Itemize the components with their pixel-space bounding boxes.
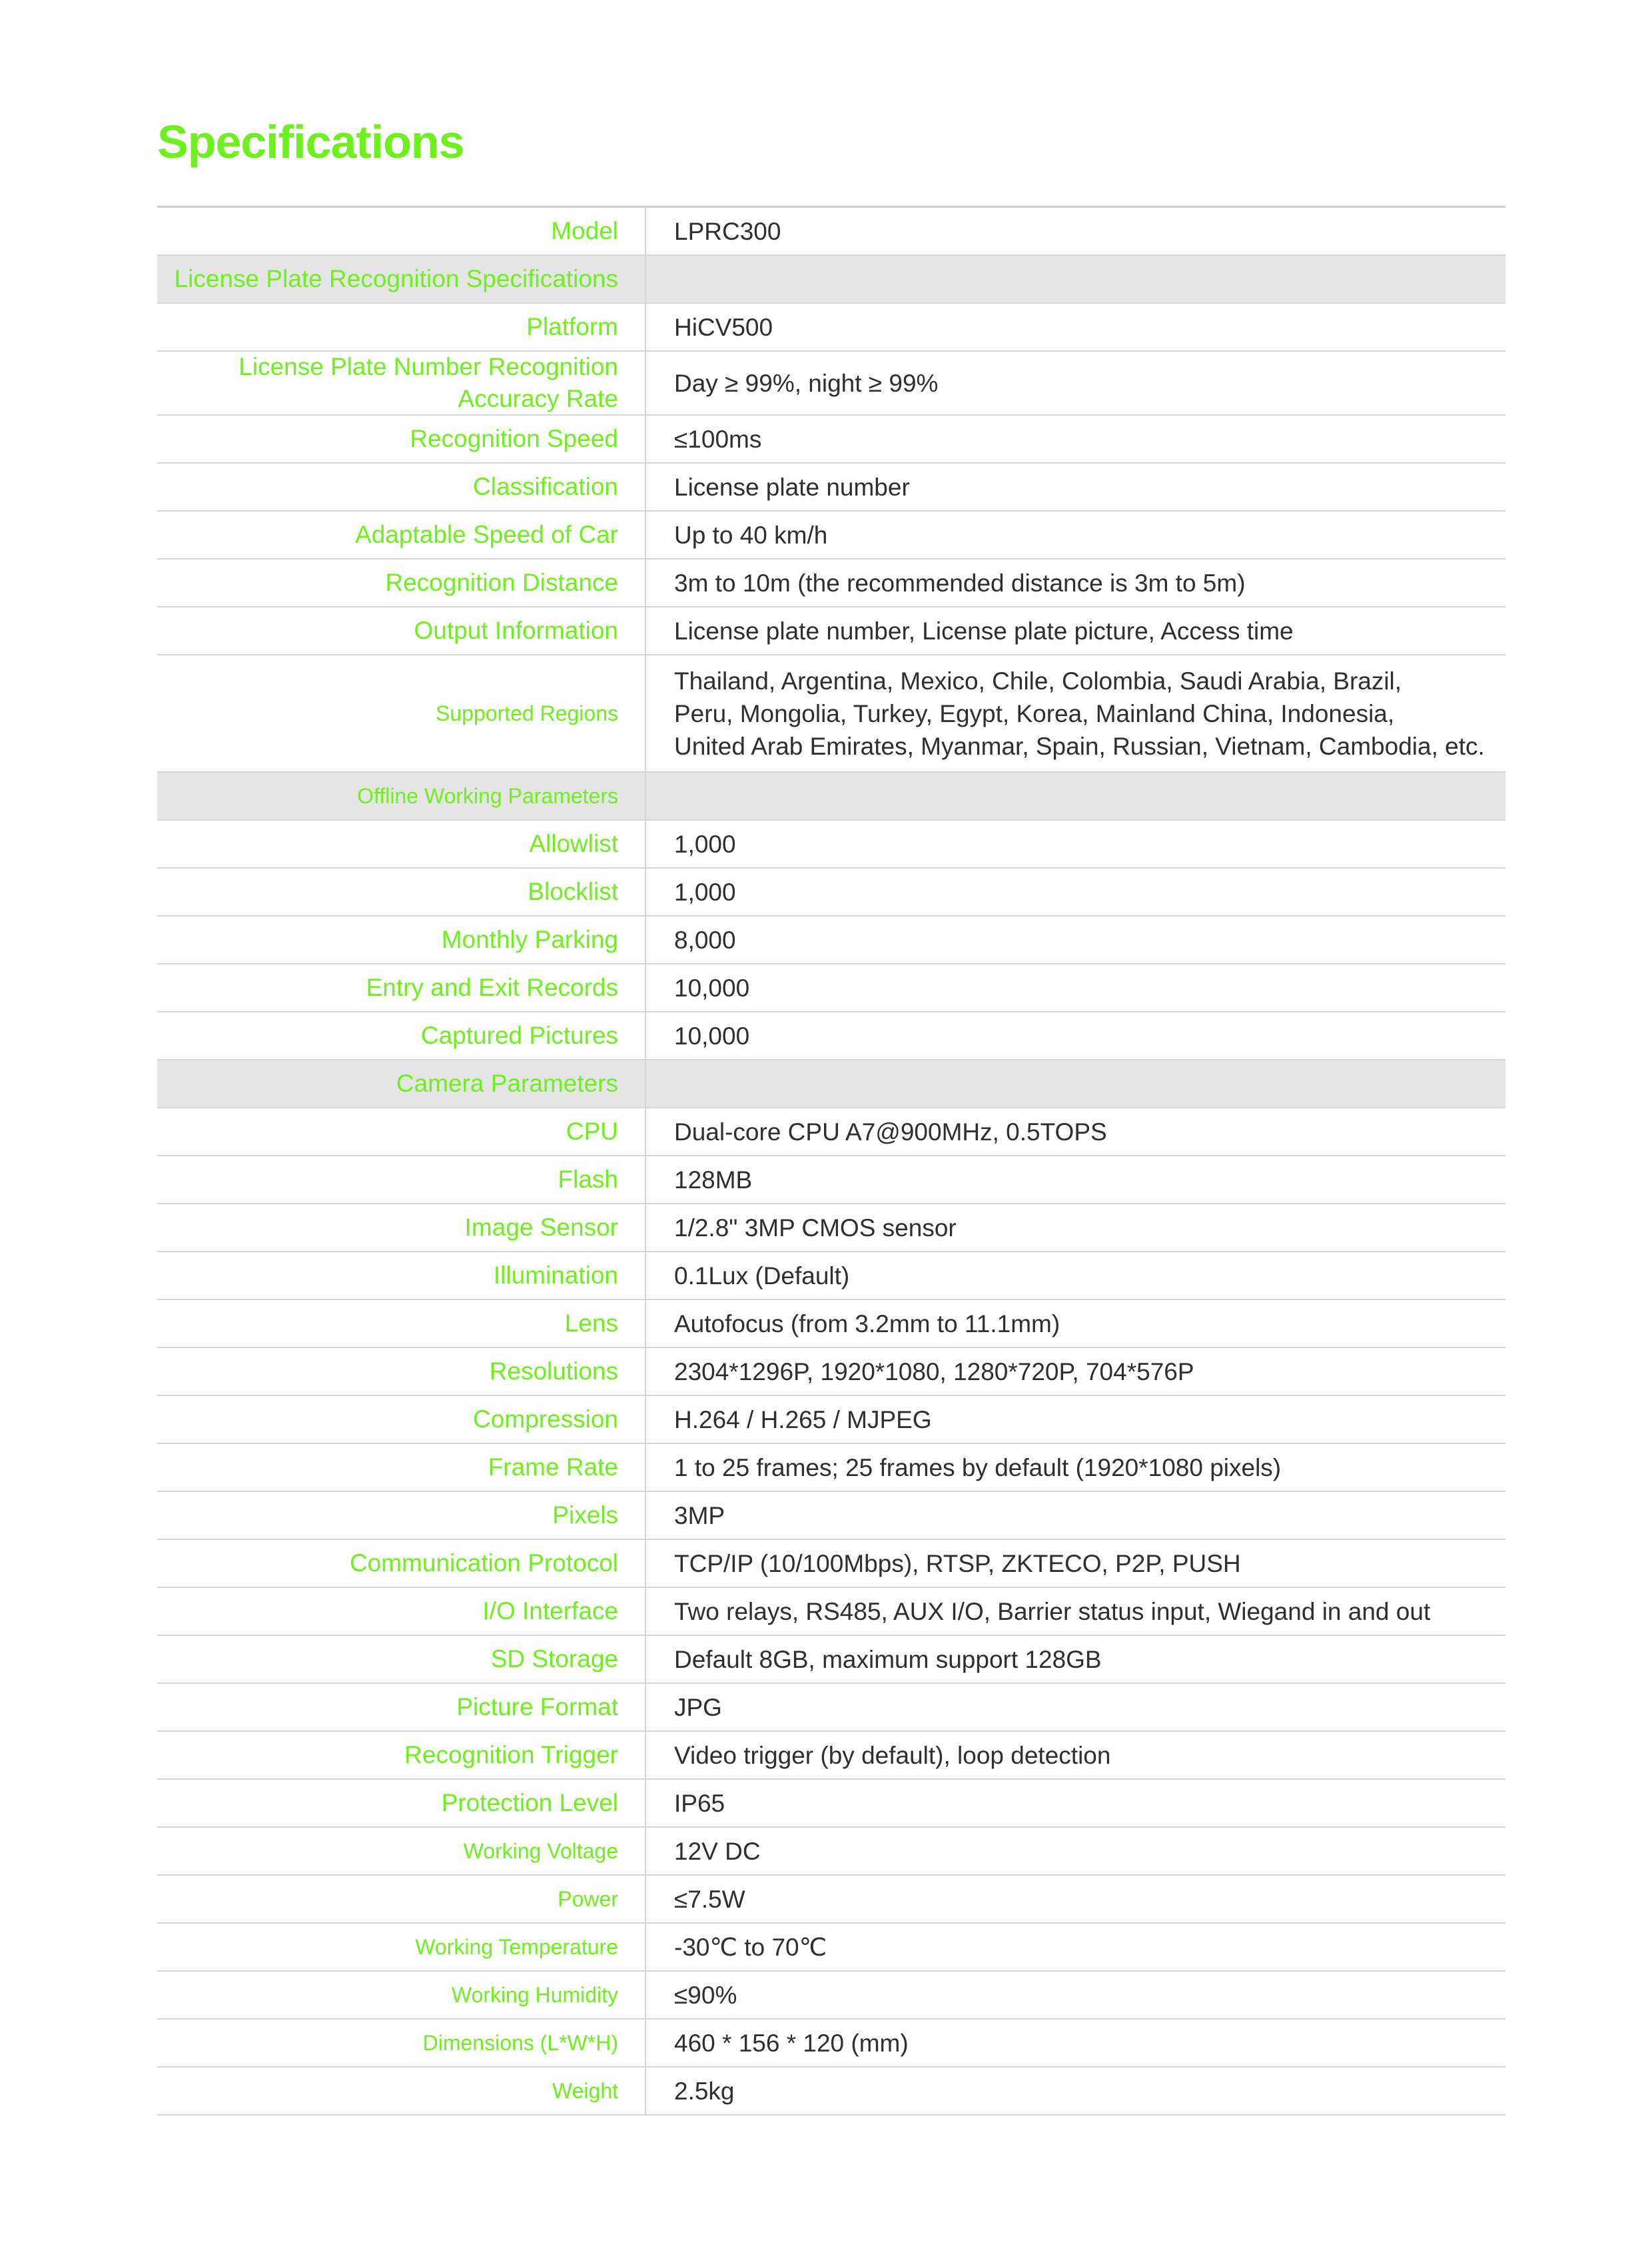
spec-value: HiCV500 — [674, 313, 773, 341]
spec-label: Communication Protocol — [157, 1540, 646, 1587]
page-title: Specifications — [157, 116, 464, 168]
spec-value: Dual-core CPU A7@900MHz, 0.5TOPS — [674, 1118, 1107, 1146]
spec-value: 1,000 — [674, 830, 736, 858]
spec-label: Image Sensor — [157, 1204, 646, 1251]
spec-value: 128MB — [674, 1166, 753, 1194]
spec-row — [157, 869, 1505, 917]
spec-label: I/O Interface — [157, 1588, 646, 1635]
spec-value: TCP/IP (10/100Mbps), RTSP, ZKTECO, P2P, PUSH — [674, 1549, 1241, 1577]
spec-label: Compression — [157, 1396, 646, 1443]
spec-row — [157, 416, 1505, 464]
spec-label: Protection Level — [157, 1780, 646, 1826]
spec-value: License plate number — [674, 473, 910, 501]
spec-value: License plate number, License plate picture, Access time — [674, 617, 1294, 645]
section-header-row — [157, 1060, 1505, 1108]
spec-label: Lens — [157, 1300, 646, 1347]
spec-label: Dimensions (L*W*H) — [157, 2020, 646, 2066]
spec-row — [157, 208, 1505, 256]
section-header-row — [157, 773, 1505, 821]
spec-row — [157, 2020, 1505, 2067]
spec-row — [157, 1540, 1505, 1588]
spec-row — [157, 1156, 1505, 1204]
spec-value: Two relays, RS485, AUX I/O, Barrier status input, Wiegand in and out — [674, 1597, 1431, 1625]
spec-label: Output Information — [157, 607, 646, 654]
spec-label: Working Temperature — [157, 1924, 646, 1970]
spec-value: 0.1Lux (Default) — [674, 1262, 850, 1290]
spec-label: Supported Regions — [157, 655, 646, 771]
spec-label: Captured Pictures — [157, 1012, 646, 1059]
spec-value: 10,000 — [674, 974, 750, 1002]
spec-label: Power — [157, 1876, 646, 1922]
spec-value: ≤100ms — [674, 425, 762, 453]
spec-row — [157, 1396, 1505, 1444]
spec-row — [157, 1972, 1505, 2020]
spec-value: H.264 / H.265 / MJPEG — [674, 1405, 932, 1433]
spec-label: Working Voltage — [157, 1828, 646, 1874]
spec-row — [157, 1636, 1505, 1684]
spec-label: Adaptable Speed of Car — [157, 512, 646, 558]
spec-value: Autofocus (from 3.2mm to 11.1mm) — [674, 1309, 1060, 1337]
spec-label: SD Storage — [157, 1636, 646, 1682]
spec-label: Pixels — [157, 1492, 646, 1539]
spec-value — [646, 256, 1505, 302]
spec-value — [646, 773, 1505, 819]
spec-value: 2.5kg — [674, 2077, 735, 2105]
spec-row — [157, 1492, 1505, 1540]
spec-label: Picture Format — [157, 1684, 646, 1730]
section-title: Offline Working Parameters — [157, 773, 646, 819]
spec-row — [157, 655, 1505, 773]
spec-label: Illumination — [157, 1252, 646, 1299]
spec-value: ≤7.5W — [674, 1885, 745, 1913]
spec-value: JPG — [674, 1693, 722, 1721]
spec-label: License Plate Number Recognition Accuracy Rate — [157, 352, 646, 414]
spec-label: Frame Rate — [157, 1444, 646, 1491]
spec-row — [157, 1684, 1505, 1732]
spec-label: Recognition Distance — [157, 560, 646, 606]
spec-value: 1,000 — [674, 878, 736, 906]
spec-value: 8,000 — [674, 926, 736, 954]
spec-value: Video trigger (by default), loop detection — [674, 1741, 1111, 1769]
spec-row — [157, 1300, 1505, 1348]
spec-table — [157, 206, 1505, 2115]
spec-label: Monthly Parking — [157, 917, 646, 963]
spec-row — [157, 607, 1505, 655]
spec-value: Default 8GB, maximum support 128GB — [674, 1645, 1102, 1673]
spec-value: Thailand, Argentina, Mexico, Chile, Colombia, Saudi Arabia, Brazil, Peru, Mongolia, Turkey, Egypt, Korea, Mainland China, Indonesia, United Arab Emirates, Myanmar, Spain, Russian, Vietnam, Cambodia, etc. — [674, 667, 1485, 760]
spec-label: Weight — [157, 2067, 646, 2114]
spec-row — [157, 1252, 1505, 1300]
spec-row — [157, 917, 1505, 964]
spec-label: Platform — [157, 304, 646, 350]
spec-value: 460 * 156 * 120 (mm) — [674, 2029, 909, 2057]
spec-label: Classification — [157, 464, 646, 510]
spec-row — [157, 1588, 1505, 1636]
spec-label: Resolutions — [157, 1348, 646, 1395]
section-header-row — [157, 256, 1505, 304]
spec-row — [157, 1732, 1505, 1780]
spec-row — [157, 1204, 1505, 1252]
spec-row — [157, 1348, 1505, 1396]
spec-value: 3m to 10m (the recommended distance is 3m to 5m) — [674, 569, 1246, 597]
spec-value: 2304*1296P, 1920*1080, 1280*720P, 704*576P — [674, 1357, 1194, 1385]
spec-value: LPRC300 — [674, 217, 781, 245]
spec-row — [157, 1108, 1505, 1156]
spec-value: 1 to 25 frames; 25 frames by default (1920*1080 pixels) — [674, 1453, 1282, 1481]
spec-label: Blocklist — [157, 869, 646, 915]
section-title: License Plate Recognition Specifications — [157, 256, 646, 302]
spec-row — [157, 560, 1505, 607]
spec-row — [157, 821, 1505, 869]
spec-row — [157, 1924, 1505, 1972]
spec-label: Model — [157, 208, 646, 254]
spec-value: IP65 — [674, 1789, 725, 1817]
spec-row — [157, 1444, 1505, 1492]
spec-value: ≤90% — [674, 1981, 737, 2009]
spec-value: 10,000 — [674, 1022, 750, 1050]
spec-value — [646, 1060, 1505, 1107]
spec-label: Recognition Speed — [157, 416, 646, 462]
spec-row — [157, 1780, 1505, 1828]
spec-value: 1/2.8" 3MP CMOS sensor — [674, 1214, 957, 1242]
spec-label: Flash — [157, 1156, 646, 1203]
spec-value: Up to 40 km/h — [674, 521, 828, 549]
spec-value: 3MP — [674, 1501, 725, 1529]
spec-label: Allowlist — [157, 821, 646, 867]
spec-row — [157, 2067, 1505, 2115]
spec-value: 12V DC — [674, 1837, 761, 1865]
spec-row — [157, 464, 1505, 512]
section-title: Camera Parameters — [157, 1060, 646, 1107]
spec-row — [157, 304, 1505, 352]
spec-row — [157, 1012, 1505, 1060]
spec-label: Recognition Trigger — [157, 1732, 646, 1778]
spec-label: Entry and Exit Records — [157, 964, 646, 1011]
spec-value: Day ≥ 99%, night ≥ 99% — [674, 369, 939, 397]
spec-value: -30℃ to 70℃ — [674, 1933, 827, 1961]
spec-label: CPU — [157, 1108, 646, 1155]
spec-row — [157, 1828, 1505, 1876]
spec-row — [157, 964, 1505, 1012]
spec-row — [157, 1876, 1505, 1924]
spec-label: Working Humidity — [157, 1972, 646, 2018]
spec-row — [157, 352, 1505, 416]
spec-row — [157, 512, 1505, 560]
